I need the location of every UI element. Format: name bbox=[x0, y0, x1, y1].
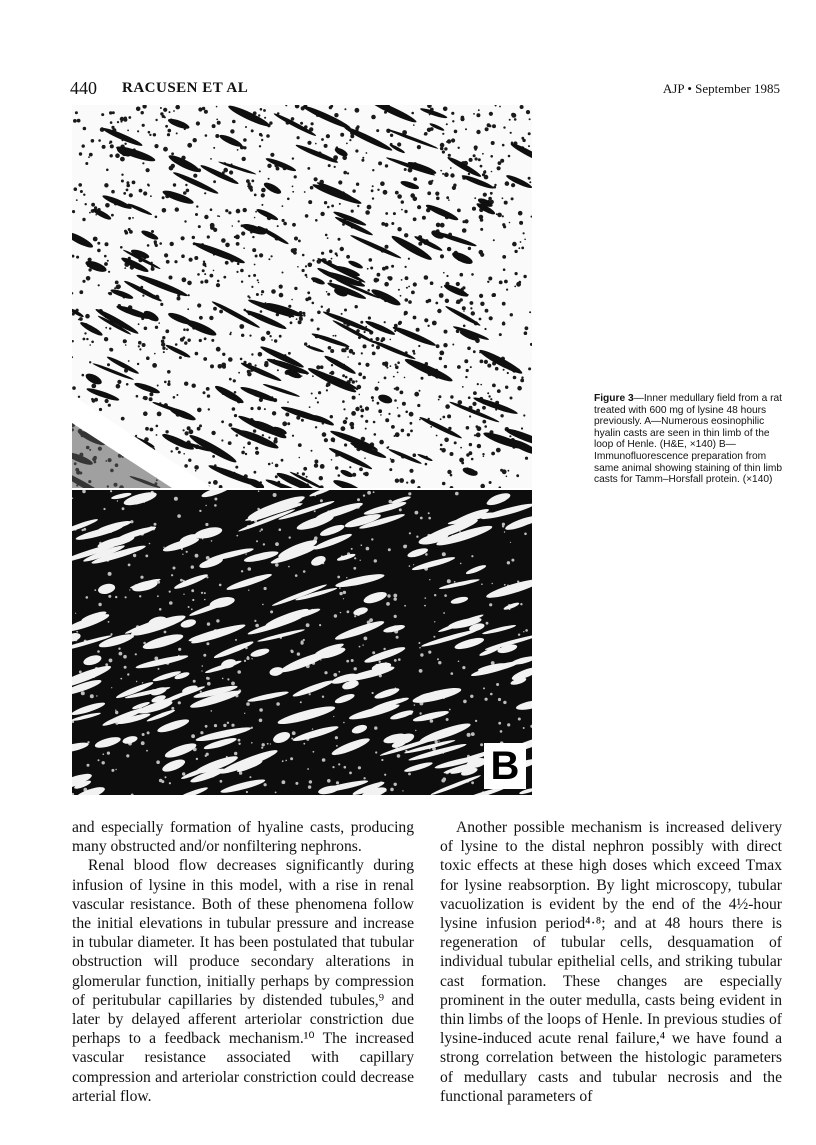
figure-panel-a bbox=[72, 105, 532, 488]
paragraph: Another possible mechanism is increased delivery of lysine to the distal nephron possibly with direct toxic effects at these high doses which exceed Tmax for lysine reabsorption. By light microscopy, tubular vacuolization is evident by the end of the 4½-hour lysine infusion period⁴·⁸; and at 48 hours there is regeneration of tubular cells, desquamation of individual tubular epithelial cells, and striking tubular cast formation. These changes are especially prominent in the outer medulla, casts being evident in thin limbs of the loops of Henle. In previous studies of lysine-induced acute renal failure,⁴ we have found a strong correlation between the histologic parameters of medullary casts and tubular necrosis and the functional parameters of bbox=[440, 819, 782, 1105]
figure-caption bbox=[594, 393, 789, 486]
journal-info: AJP • September 1985 bbox=[662, 81, 780, 96]
running-head: RACUSEN ET AL bbox=[122, 80, 249, 96]
body-column-right bbox=[440, 818, 782, 1106]
page-number: 440 bbox=[70, 78, 97, 98]
micrograph-immunofluorescence bbox=[72, 490, 532, 795]
micrograph-he-stain bbox=[72, 105, 532, 488]
page-header bbox=[70, 78, 780, 102]
caption-text: —Inner medullary field from a rat treated with 600 mg of lysine 48 hours previously. A—Numerous eosinophilic hyalin casts are seen in thin limb of the loop of Henle. (H&E, ×140) B—Immunofluorescence preparation from same animal showing staining of thin limb casts for Tamm–Horsfall protein. (×140) bbox=[594, 393, 782, 486]
paragraph: and especially formation of hyaline casts, producing many obstructed and/or nonfiltering nephrons. bbox=[72, 819, 414, 856]
figure-panel-b bbox=[72, 490, 532, 795]
paragraph: Renal blood flow decreases significantly during infusion of lysine in this model, with a rise in renal vascular resistance. Both of these phenomena follow the initial elevations in tubular pressure and increase in tubular diameter. It has been postulated that tubular obstruction will produce secondary alterations in glomerular function, initially perhaps by compression of peritubular capillaries by distended tubules,⁹ and later by delayed afferent arteriolar constriction due perhaps to a feedback mechanism.¹⁰ The increased vascular resistance associated with capillary compression and arteriolar constriction could decrease arterial flow. bbox=[72, 857, 414, 1105]
caption-label: Figure 3 bbox=[594, 393, 634, 404]
panel-b-label: B bbox=[484, 743, 526, 789]
body-column-left bbox=[72, 818, 414, 1106]
